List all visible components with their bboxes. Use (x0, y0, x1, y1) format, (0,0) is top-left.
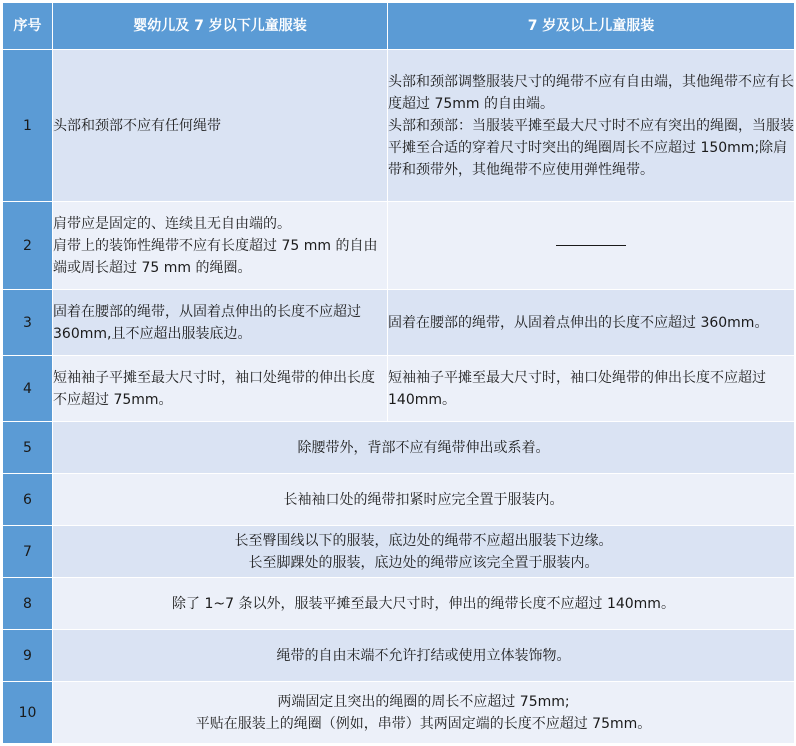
header-7-and-above: 7 岁及以上儿童服装 (388, 3, 795, 50)
table-row (3, 630, 795, 682)
cell-text: 头部和颈部调整服装尺寸的绳带不应有自由端，其他绳带不应有长度超过 75mm 的自由端。 (388, 73, 794, 112)
cell-under-7 (53, 202, 388, 290)
cell-text: 长至脚踝处的服装，底边处的绳带应该完全置于服装内。 (248, 554, 599, 571)
cell-text: 头部和颈部：当服装平摊至最大尺寸时不应有突出的绳圈，当服装平摊至合适的穿着尺寸时突出的绳圈周长不应超过 150mm;除肩带和颈带外，其他绳带不应使用弹性绳带。 (388, 117, 794, 178)
cell-7-and-above (388, 356, 795, 422)
cell-text: 固着在腰部的绳带，从固着点伸出的长度不应超过 360mm。 (388, 314, 769, 331)
row-number: 7 (3, 526, 53, 578)
requirements-table (2, 2, 795, 744)
cell-text: 长至臀围线以下的服装，底边处的绳带不应超出服装下边缘。 (234, 532, 613, 549)
cell-text: 两端固定且突出的绳圈的周长不应超过 75mm; (277, 693, 570, 710)
table-row (3, 202, 795, 290)
cell-text: 短袖袖子平摊至最大尺寸时，袖口处绳带的伸出长度不应超过 140mm。 (388, 369, 766, 408)
cell-7-and-above (388, 290, 795, 356)
cell-under-7 (53, 290, 388, 356)
cell-under-7 (53, 356, 388, 422)
row-number: 9 (3, 630, 53, 682)
cell-text: 绳带的自由末端不允许打结或使用立体装饰物。 (276, 647, 571, 664)
row-number: 4 (3, 356, 53, 422)
table-row (3, 356, 795, 422)
table-row (3, 578, 795, 630)
row-number: 5 (3, 422, 53, 474)
cell-merged (53, 630, 795, 682)
dash-mark (556, 245, 626, 246)
cell-text: 短袖袖子平摊至最大尺寸时，袖口处绳带的伸出长度不应超过 75mm。 (53, 369, 375, 408)
cell-under-7 (53, 50, 388, 202)
cell-text: 肩带应是固定的、连续且无自由端的。 (53, 215, 291, 232)
row-number: 6 (3, 474, 53, 526)
header-row (3, 3, 795, 50)
cell-merged (53, 422, 795, 474)
row-number: 3 (3, 290, 53, 356)
table-row (3, 682, 795, 744)
row-number: 1 (3, 50, 53, 202)
cell-text: 长袖袖口处的绳带扣紧时应完全置于服装内。 (283, 491, 564, 508)
cell-text: 除腰带外，背部不应有绳带伸出或系着。 (297, 439, 550, 456)
cell-merged (53, 682, 795, 744)
cell-7-and-above (388, 50, 795, 202)
header-under-7: 婴幼儿及 7 岁以下儿童服装 (53, 3, 388, 50)
table-row (3, 422, 795, 474)
cell-text: 平贴在服装上的绳圈（例如，串带）其两固定端的长度不应超过 75mm。 (195, 715, 652, 732)
cell-text: 固着在腰部的绳带，从固着点伸出的长度不应超过 360mm,且不应超出服装底边。 (53, 303, 361, 342)
table-row (3, 290, 795, 356)
table-row (3, 50, 795, 202)
cell-merged (53, 578, 795, 630)
table-row (3, 526, 795, 578)
header-num: 序号 (3, 3, 53, 50)
row-number: 2 (3, 202, 53, 290)
cell-merged (53, 474, 795, 526)
row-number: 8 (3, 578, 53, 630)
table-row (3, 474, 795, 526)
cell-merged (53, 526, 795, 578)
row-number: 10 (3, 682, 53, 744)
cell-text: 肩带上的装饰性绳带不应有长度超过 75 mm 的自由端或周长超过 75 mm 的绳圈。 (53, 237, 378, 276)
cell-7-and-above-empty (388, 202, 795, 290)
cell-text: 头部和颈部不应有任何绳带 (53, 117, 221, 134)
cell-text: 除了 1~7 条以外，服装平摊至最大尺寸时，伸出的绳带长度不应超过 140mm。 (172, 595, 675, 612)
